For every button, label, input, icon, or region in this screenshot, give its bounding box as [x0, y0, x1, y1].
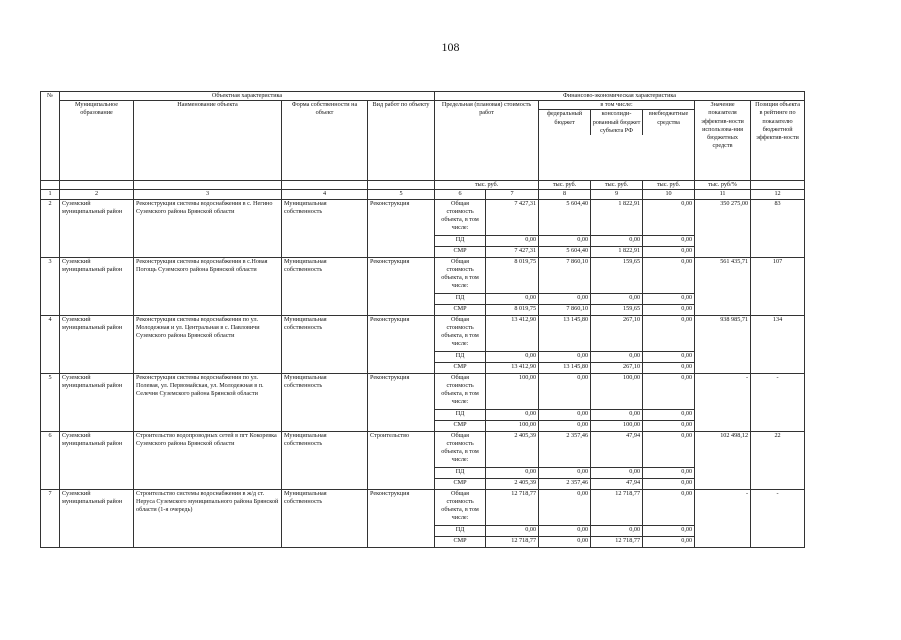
- col-number: 5: [368, 190, 435, 199]
- planned-cost-cell: 7 427,31: [486, 199, 539, 235]
- federal-budget-cell: 0,00: [539, 351, 591, 362]
- smr-label: СМР: [435, 362, 486, 373]
- col-number: 9: [591, 190, 643, 199]
- rank-cell: -: [751, 489, 805, 547]
- municipality-cell: Суземский муниципальный район: [60, 315, 134, 373]
- header-incl: в том числе:: [539, 101, 694, 110]
- rank-cell: 83: [751, 199, 805, 257]
- extrabudget-cell: 0,00: [643, 235, 695, 246]
- federal-budget-cell: 0,00: [539, 373, 591, 409]
- col-number: 10: [643, 190, 695, 199]
- header-object-characteristic: Объектная характеристика: [60, 92, 435, 101]
- ownership-cell: Муниципальная собственность: [282, 199, 368, 257]
- investment-table: [40, 91, 805, 548]
- consolidated-budget-cell: 267,10: [591, 362, 643, 373]
- municipality-cell: Суземский муниципальный район: [60, 373, 134, 431]
- extrabudget-cell: 0,00: [643, 373, 695, 409]
- federal-budget-cell: 0,00: [539, 293, 591, 304]
- consolidated-budget-cell: 0,00: [591, 525, 643, 536]
- pd-label: ПД: [435, 409, 486, 420]
- consolidated-budget-cell: 100,00: [591, 420, 643, 431]
- municipality-cell: Суземский муниципальный район: [60, 199, 134, 257]
- extrabudget-cell: 0,00: [643, 304, 695, 315]
- extrabudget-cell: 0,00: [643, 315, 695, 351]
- smr-label: СМР: [435, 304, 486, 315]
- consolidated-budget-cell: 100,00: [591, 373, 643, 409]
- row-number: 6: [41, 431, 60, 489]
- federal-budget-cell: 0,00: [539, 536, 591, 547]
- header-planned-cost: Предельная (плановая) стоимость работ: [435, 101, 539, 181]
- planned-cost-cell: 13 412,90: [486, 315, 539, 351]
- total-cost-label: Общая стоимость объекта, в том числе:: [435, 373, 486, 409]
- header-consolidated: консолиди-рованный бюджет субъекта РФ: [591, 110, 643, 135]
- pd-label: ПД: [435, 293, 486, 304]
- smr-label: СМР: [435, 246, 486, 257]
- consolidated-budget-cell: 0,00: [591, 235, 643, 246]
- work-type-cell: Строительство: [368, 431, 435, 489]
- column-number-row: [41, 190, 805, 199]
- consolidated-budget-cell: 0,00: [591, 409, 643, 420]
- header-finance-characteristic: Финансово-экономическая характеристика: [435, 92, 805, 101]
- col-number: 8: [539, 190, 591, 199]
- planned-cost-cell: 8 019,75: [486, 257, 539, 293]
- header-incl-group: [539, 101, 695, 181]
- extrabudget-cell: 0,00: [643, 525, 695, 536]
- extrabudget-cell: 0,00: [643, 293, 695, 304]
- extrabudget-cell: 0,00: [643, 199, 695, 235]
- federal-budget-cell: 5 604,40: [539, 199, 591, 235]
- header-work-type: Вид работ по объекту: [368, 101, 435, 181]
- pd-label: ПД: [435, 235, 486, 246]
- ownership-cell: Муниципальная собственность: [282, 257, 368, 315]
- table-row: [41, 489, 805, 525]
- unit-federal: тыс. руб.: [539, 181, 591, 190]
- federal-budget-cell: 13 145,80: [539, 362, 591, 373]
- federal-budget-cell: 7 860,10: [539, 257, 591, 293]
- extrabudget-cell: 0,00: [643, 257, 695, 293]
- ownership-cell: Муниципальная собственность: [282, 373, 368, 431]
- smr-label: СМР: [435, 478, 486, 489]
- total-cost-label: Общая стоимость объекта, в том числе:: [435, 199, 486, 235]
- consolidated-budget-cell: 0,00: [591, 351, 643, 362]
- efficiency-cell: -: [695, 373, 751, 431]
- federal-budget-cell: 0,00: [539, 525, 591, 536]
- planned-cost-cell: 0,00: [486, 351, 539, 362]
- rank-cell: 22: [751, 431, 805, 489]
- unit-cost: тыс. руб.: [435, 181, 539, 190]
- col-number: 4: [282, 190, 368, 199]
- consolidated-budget-cell: 1 822,91: [591, 246, 643, 257]
- col-number: 11: [695, 190, 751, 199]
- consolidated-budget-cell: 12 718,77: [591, 489, 643, 525]
- ownership-cell: Муниципальная собственность: [282, 431, 368, 489]
- planned-cost-cell: 0,00: [486, 235, 539, 246]
- federal-budget-cell: 0,00: [539, 420, 591, 431]
- federal-budget-cell: 0,00: [539, 409, 591, 420]
- efficiency-cell: 102 498,12: [695, 431, 751, 489]
- municipality-cell: Суземский муниципальный район: [60, 431, 134, 489]
- header-federal: федеральный бюджет: [539, 110, 591, 135]
- object-name-cell: Строительство водопроводных сетей в пгт Кокоревка Суземского района Брянской области: [134, 431, 282, 489]
- row-number: 2: [41, 199, 60, 257]
- col-number: 6: [435, 190, 486, 199]
- pd-label: ПД: [435, 351, 486, 362]
- row-number: 7: [41, 489, 60, 547]
- header-municipality: Муниципальное образование: [60, 101, 134, 181]
- header-object-name: Наименование объекта: [134, 101, 282, 181]
- work-type-cell: Реконструкция: [368, 315, 435, 373]
- planned-cost-cell: 100,00: [486, 373, 539, 409]
- object-name-cell: Реконструкция системы водоснабжения в с.Новая Погощь Суземского района Брянской области: [134, 257, 282, 315]
- table-row: [41, 373, 805, 409]
- consolidated-budget-cell: 159,65: [591, 304, 643, 315]
- rank-cell: 107: [751, 257, 805, 315]
- page-number: 108: [441, 40, 460, 54]
- extrabudget-cell: 0,00: [643, 351, 695, 362]
- consolidated-budget-cell: 159,65: [591, 257, 643, 293]
- unit-efficiency: тыс. руб/%: [695, 181, 751, 190]
- smr-label: СМР: [435, 420, 486, 431]
- header-extrabudget: внебюджетные средства: [648, 110, 689, 126]
- header-rank: Позиция объекта в рейтинге по показателю бюджетной эффектив-ности: [751, 101, 805, 181]
- planned-cost-cell: 100,00: [486, 420, 539, 431]
- unit-consolidated: тыс. руб.: [591, 181, 643, 190]
- federal-budget-cell: 0,00: [539, 467, 591, 478]
- row-number: 3: [41, 257, 60, 315]
- consolidated-budget-cell: 1 822,91: [591, 199, 643, 235]
- work-type-cell: Реконструкция: [368, 373, 435, 431]
- ownership-cell: Муниципальная собственность: [282, 315, 368, 373]
- rank-cell: -: [751, 373, 805, 431]
- planned-cost-cell: 7 427,31: [486, 246, 539, 257]
- extrabudget-cell: 0,00: [643, 420, 695, 431]
- col-number: 3: [134, 190, 282, 199]
- planned-cost-cell: 2 405,39: [486, 431, 539, 467]
- planned-cost-cell: 8 019,75: [486, 304, 539, 315]
- row-number: 5: [41, 373, 60, 431]
- efficiency-cell: 938 985,71: [695, 315, 751, 373]
- municipality-cell: Суземский муниципальный район: [60, 257, 134, 315]
- efficiency-cell: -: [695, 489, 751, 547]
- unit-extrabudget: тыс. руб.: [643, 181, 695, 190]
- planned-cost-cell: 0,00: [486, 293, 539, 304]
- consolidated-budget-cell: 267,10: [591, 315, 643, 351]
- smr-label: СМР: [435, 536, 486, 547]
- pd-label: ПД: [435, 525, 486, 536]
- efficiency-cell: 350 275,00: [695, 199, 751, 257]
- federal-budget-cell: 13 145,80: [539, 315, 591, 351]
- extrabudget-cell: 0,00: [643, 536, 695, 547]
- total-cost-label: Общая стоимость объекта, в том числе:: [435, 489, 486, 525]
- extrabudget-cell: 0,00: [643, 431, 695, 467]
- col-number: 1: [41, 190, 60, 199]
- planned-cost-cell: 0,00: [486, 467, 539, 478]
- total-cost-label: Общая стоимость объекта, в том числе:: [435, 257, 486, 293]
- federal-budget-cell: 2 357,46: [539, 478, 591, 489]
- object-name-cell: Реконструкция системы водоснабжения в с. Негино Суземского района Брянской области: [134, 199, 282, 257]
- extrabudget-cell: 0,00: [643, 467, 695, 478]
- work-type-cell: Реконструкция: [368, 489, 435, 547]
- extrabudget-cell: 0,00: [643, 362, 695, 373]
- municipality-cell: Суземский муниципальный район: [60, 489, 134, 547]
- consolidated-budget-cell: 47,94: [591, 478, 643, 489]
- object-name-cell: Реконструкция системы водоснабжения по ул. Молодежная и ул. Центральная в с. Павловичи Суземского района Брянской области: [134, 315, 282, 373]
- header-num: №: [41, 92, 60, 181]
- extrabudget-cell: 0,00: [643, 409, 695, 420]
- col-number: 12: [751, 190, 805, 199]
- header-ownership: Форма собственности на объект: [282, 101, 368, 181]
- federal-budget-cell: 5 604,40: [539, 246, 591, 257]
- consolidated-budget-cell: 12 718,77: [591, 536, 643, 547]
- col-number: 7: [486, 190, 539, 199]
- pd-label: ПД: [435, 467, 486, 478]
- header-efficiency: Значение показателя эффектив-ности использова-ния бюджетных средств: [695, 101, 751, 181]
- planned-cost-cell: 12 718,77: [486, 536, 539, 547]
- work-type-cell: Реконструкция: [368, 257, 435, 315]
- federal-budget-cell: 0,00: [539, 235, 591, 246]
- object-name-cell: Строительство системы водоснабжения в ж/д ст. Неруса Суземского муниципального района Брянской области (1-я очередь): [134, 489, 282, 547]
- rank-cell: 134: [751, 315, 805, 373]
- table-row: [41, 199, 805, 235]
- efficiency-cell: 561 435,71: [695, 257, 751, 315]
- table-row: [41, 431, 805, 467]
- col-number: 2: [60, 190, 134, 199]
- extrabudget-cell: 0,00: [643, 478, 695, 489]
- planned-cost-cell: 0,00: [486, 409, 539, 420]
- planned-cost-cell: 2 405,39: [486, 478, 539, 489]
- table-row: [41, 315, 805, 351]
- planned-cost-cell: 0,00: [486, 525, 539, 536]
- ownership-cell: Муниципальная собственность: [282, 489, 368, 547]
- consolidated-budget-cell: 0,00: [591, 293, 643, 304]
- consolidated-budget-cell: 47,94: [591, 431, 643, 467]
- federal-budget-cell: 2 357,46: [539, 431, 591, 467]
- object-name-cell: Реконструкция системы водоснабжения по ул. Полевая, ул. Первомайская, ул. Молодежная в п. Селечня Суземского района Брянской области: [134, 373, 282, 431]
- total-cost-label: Общая стоимость объекта, в том числе:: [435, 431, 486, 467]
- extrabudget-cell: 0,00: [643, 489, 695, 525]
- planned-cost-cell: 12 718,77: [486, 489, 539, 525]
- federal-budget-cell: 0,00: [539, 489, 591, 525]
- table-row: [41, 257, 805, 293]
- consolidated-budget-cell: 0,00: [591, 467, 643, 478]
- planned-cost-cell: 13 412,90: [486, 362, 539, 373]
- extrabudget-cell: 0,00: [643, 246, 695, 257]
- total-cost-label: Общая стоимость объекта, в том числе:: [435, 315, 486, 351]
- federal-budget-cell: 7 860,10: [539, 304, 591, 315]
- work-type-cell: Реконструкция: [368, 199, 435, 257]
- row-number: 4: [41, 315, 60, 373]
